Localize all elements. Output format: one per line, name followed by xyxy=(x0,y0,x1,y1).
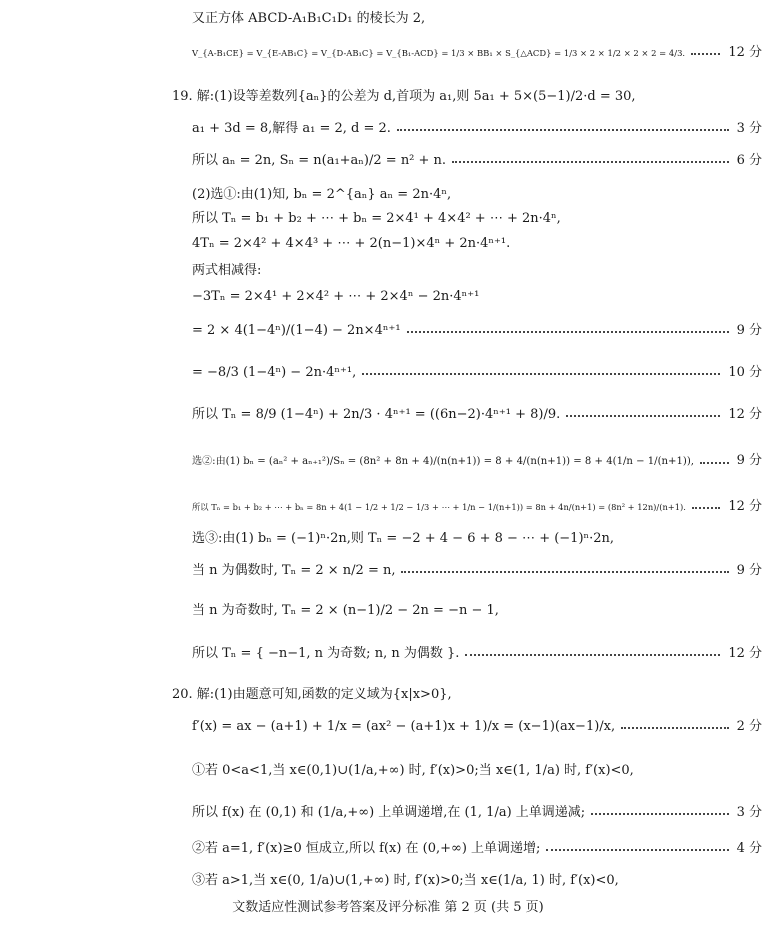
solution-line xyxy=(0,44,762,62)
line-text: 又正方体 ABCD-A₁B₁C₁D₁ 的棱长为 2, xyxy=(192,11,426,26)
score-points: 12 分 xyxy=(728,646,762,661)
line-text: 19. 解:(1)设等差数列{aₙ}的公差为 d,首项为 a₁,则 5a₁ + 5×(5−1)/2·d = 30, xyxy=(172,89,636,104)
leader-dots xyxy=(362,371,720,375)
leader-dots xyxy=(407,329,729,333)
solution-line xyxy=(0,406,762,424)
leader-dots xyxy=(591,811,728,815)
solution-line xyxy=(0,120,762,138)
solution-line xyxy=(0,498,762,516)
solution-line xyxy=(0,804,762,822)
line-text: ①若 0<a<1,当 x∈(0,1)∪(1/a,+∞) 时, f′(x)>0;当 x∈(1, 1/a) 时, f′(x)<0, xyxy=(192,763,634,778)
solution-line xyxy=(0,364,762,382)
solution-line xyxy=(0,10,762,28)
line-text: 所以 Tₙ = b₁ + b₂ + ⋯ + bₙ = 8n + 4(1 − 1/2 + 1/2 − 1/3 + ⋯ + 1/n − 1/(n+1)) = 8n + 4n/(n+1) = (8n² + 12n)/(n+1). xyxy=(192,502,686,512)
score-points: 2 分 xyxy=(736,719,762,734)
line-text: 20. 解:(1)由题意可知,函数的定义域为{x|x>0}, xyxy=(172,687,452,702)
score-points: 3 分 xyxy=(736,805,762,820)
score-points: 9 分 xyxy=(736,563,762,578)
leader-dots xyxy=(621,725,728,729)
line-text: 选③:由(1) bₙ = (−1)ⁿ·2n,则 Tₙ = −2 + 4 − 6 + 8 − ⋯ + (−1)ⁿ·2n, xyxy=(192,531,615,546)
score-points: 4 分 xyxy=(736,841,762,856)
line-text: 当 n 为奇数时, Tₙ = 2 × (n−1)/2 − 2n = −n − 1, xyxy=(192,603,499,618)
leader-dots xyxy=(401,569,728,573)
solution-line xyxy=(0,562,762,580)
score-points: 12 分 xyxy=(728,499,762,514)
line-text: = −8/3 (1−4ⁿ) − 2n·4ⁿ⁺¹, xyxy=(192,365,357,380)
leader-dots xyxy=(691,51,720,55)
solution-line xyxy=(0,872,762,890)
leader-dots xyxy=(546,847,728,851)
solution-line xyxy=(0,262,762,280)
solution-line xyxy=(0,322,762,340)
solution-line xyxy=(0,452,762,471)
line-text: ③若 a>1,当 x∈(0, 1/a)∪(1,+∞) 时, f′(x)>0;当 x∈(1/a, 1) 时, f′(x)<0, xyxy=(192,873,619,888)
line-text: 所以 f(x) 在 (0,1) 和 (1/a,+∞) 上单调递增,在 (1, 1/a) 上单调递减; xyxy=(192,805,586,820)
solution-line xyxy=(0,686,762,704)
line-text: ②若 a=1, f′(x)≥0 恒成立,所以 f(x) 在 (0,+∞) 上单调递增; xyxy=(192,841,541,856)
leader-dots xyxy=(692,505,720,509)
score-points: 9 分 xyxy=(736,323,762,338)
leader-dots xyxy=(566,413,720,417)
solution-line xyxy=(0,88,762,106)
score-points: 12 分 xyxy=(728,407,762,422)
solution-line xyxy=(0,186,762,204)
line-text: 所以 Tₙ = 8/9 (1−4ⁿ) + 2n/3 · 4ⁿ⁺¹ = ((6n−2)·4ⁿ⁺¹ + 8)/9. xyxy=(192,407,561,422)
solution-line xyxy=(0,152,762,170)
line-text: V_{A-B₁CE} = V_{E-AB₁C} = V_{D-AB₁C} = V_{B₁-ACD} = 1/3 × BB₁ × S_{△ACD} = 1/3 × 2 × 1/2 × 2 × 2 = 4/3. xyxy=(192,48,686,58)
line-text: 两式相减得: xyxy=(192,263,262,278)
line-text: 所以 Tₙ = b₁ + b₂ + ⋯ + bₙ = 2×4¹ + 4×4² + ⋯ + 2n·4ⁿ, xyxy=(192,211,561,226)
score-points: 10 分 xyxy=(728,365,762,380)
line-text: 所以 Tₙ = { −n−1, n 为奇数; n, n 为偶数 }. xyxy=(192,646,460,661)
line-text: a₁ + 3d = 8,解得 a₁ = 2, d = 2. xyxy=(192,121,391,136)
leader-dots xyxy=(397,127,729,131)
solution-line xyxy=(0,210,762,228)
score-points: 6 分 xyxy=(736,153,762,168)
solution-line xyxy=(0,288,762,306)
line-text: 所以 aₙ = 2n, Sₙ = n(a₁+aₙ)/2 = n² + n. xyxy=(192,153,447,168)
line-text: f′(x) = ax − (a+1) + 1/x = (ax² − (a+1)x + 1)/x = (x−1)(ax−1)/x, xyxy=(192,719,616,734)
score-points: 9 分 xyxy=(736,453,762,468)
score-points: 3 分 xyxy=(736,121,762,136)
score-points: 12 分 xyxy=(728,45,762,60)
solution-line xyxy=(0,718,762,736)
page-footer: 文数适应性测试参考答案及评分标准 第 2 页 (共 5 页) xyxy=(232,900,544,915)
line-text: = 2 × 4(1−4ⁿ)/(1−4) − 2n×4ⁿ⁺¹ xyxy=(192,323,401,338)
line-text: (2)选①:由(1)知, bₙ = 2^{aₙ} aₙ = 2n·4ⁿ, xyxy=(192,187,452,202)
solution-line xyxy=(0,530,762,548)
line-text: 当 n 为偶数时, Tₙ = 2 × n/2 = n, xyxy=(192,563,396,578)
line-text: −3Tₙ = 2×4¹ + 2×4² + ⋯ + 2×4ⁿ − 2n·4ⁿ⁺¹ xyxy=(192,289,480,304)
solution-line xyxy=(0,235,762,253)
leader-dots xyxy=(452,159,729,163)
line-text: 4Tₙ = 2×4² + 4×4³ + ⋯ + 2(n−1)×4ⁿ + 2n·4ⁿ⁺¹. xyxy=(192,236,511,251)
solution-line xyxy=(0,840,762,858)
solution-line xyxy=(0,645,762,663)
leader-dots xyxy=(465,652,720,656)
leader-dots xyxy=(700,460,729,464)
solution-line xyxy=(0,762,762,780)
solution-line xyxy=(0,602,762,620)
line-text: 选②:由(1) bₙ = (aₙ² + aₙ₊₁²)/Sₙ = (8n² + 8n + 4)/(n(n+1)) = 8 + 4/(n(n+1)) = 8 + 4(1/n − 1/(n+1)), xyxy=(192,456,694,467)
